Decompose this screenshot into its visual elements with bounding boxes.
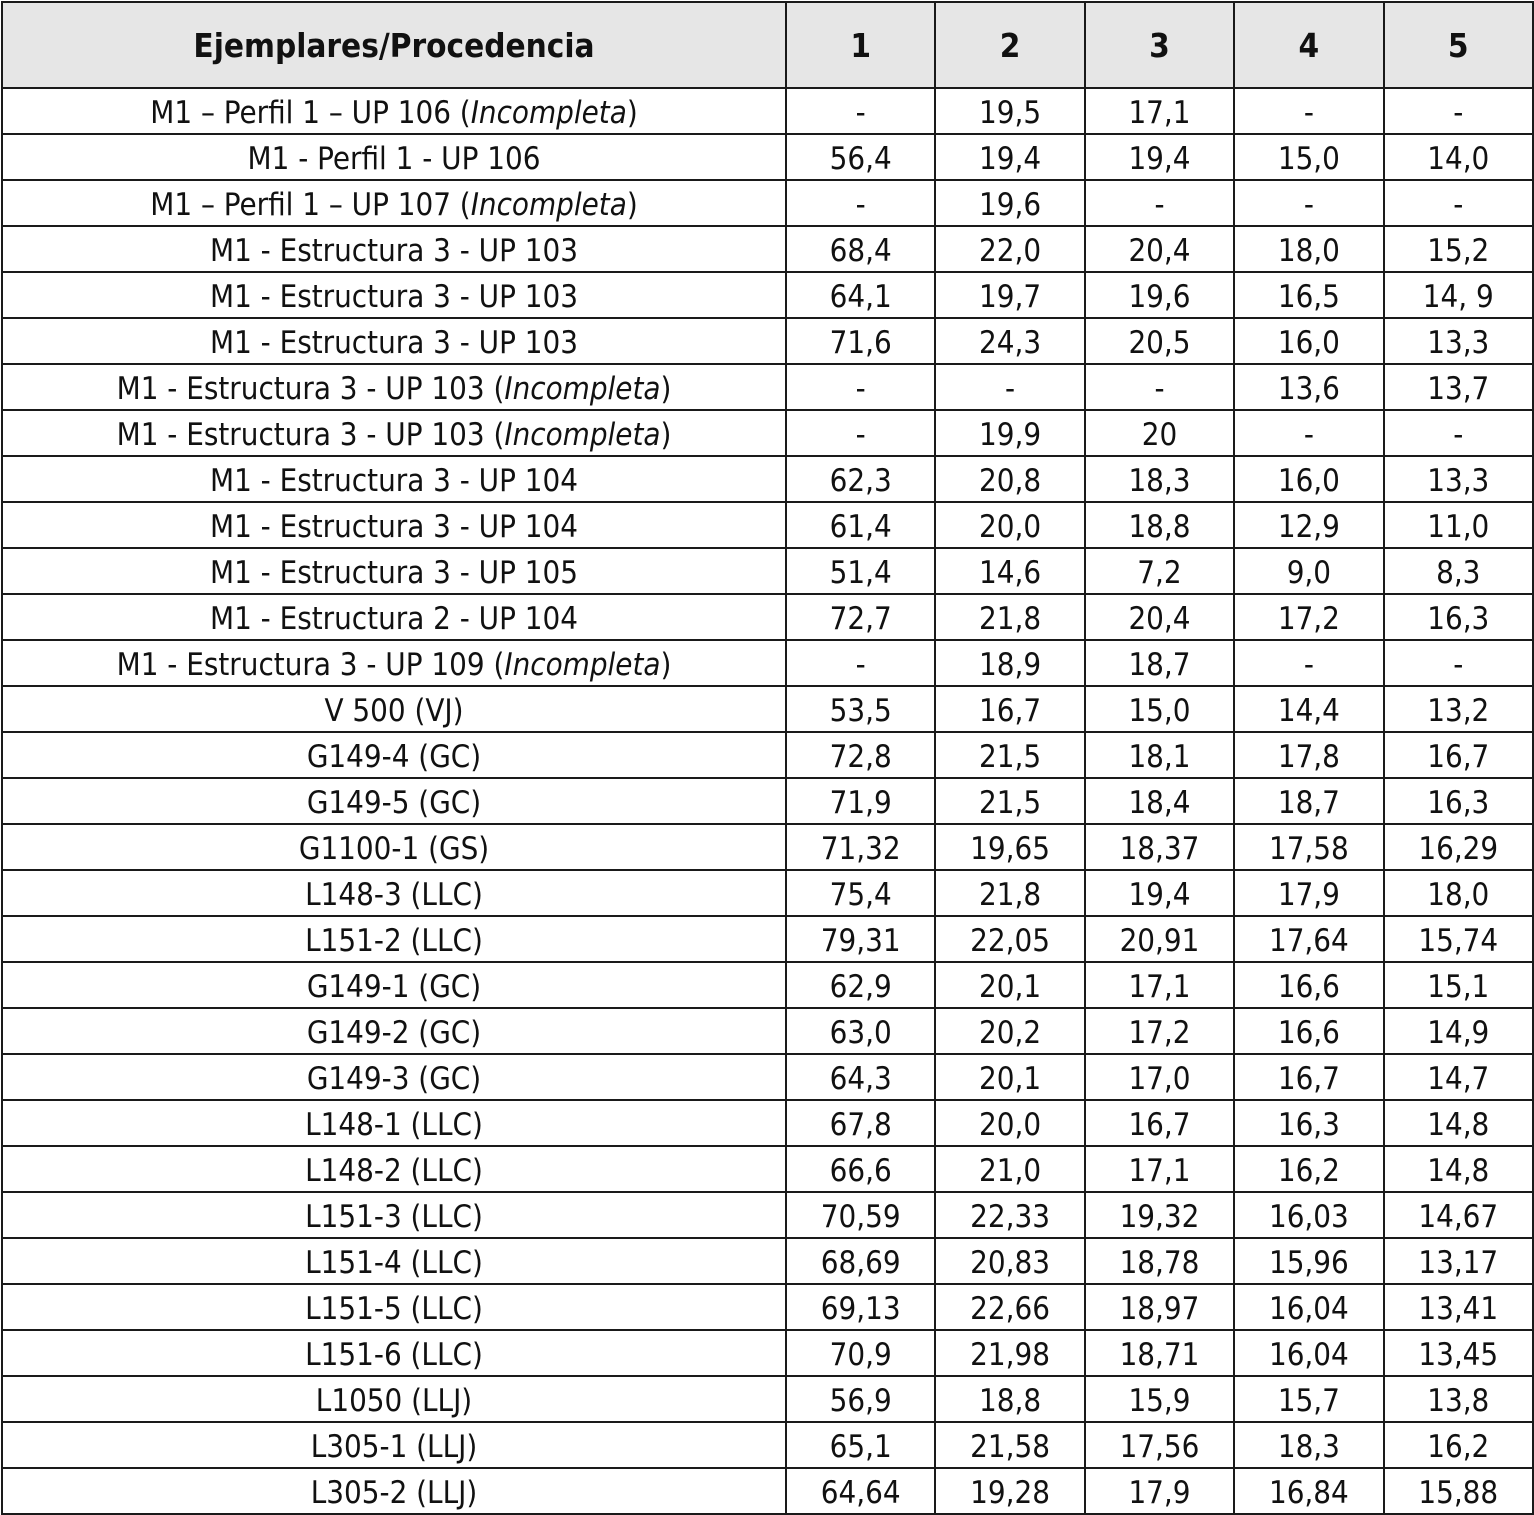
cell-col-1: 56,9 xyxy=(786,1376,935,1422)
cell-col-5: 13,7 xyxy=(1384,364,1533,410)
cell-col-4: - xyxy=(1234,640,1383,686)
table-row xyxy=(2,916,1533,962)
cell-col-2: 21,5 xyxy=(935,778,1084,824)
row-label-text: M1 - Estructura 3 - UP 104 xyxy=(210,509,578,545)
cell-col-2: 19,6 xyxy=(935,180,1084,226)
cell-col-3: 20,91 xyxy=(1085,916,1234,962)
cell-col-2: 21,5 xyxy=(935,732,1084,778)
row-label-text: M1 - Estructura 3 - UP 105 xyxy=(210,555,578,591)
cell-col-5: 14,8 xyxy=(1384,1146,1533,1192)
cell-col-2: 21,98 xyxy=(935,1330,1084,1376)
cell-col-4: 17,9 xyxy=(1234,870,1383,916)
cell-col-4: 17,58 xyxy=(1234,824,1383,870)
cell-col-2: 20,2 xyxy=(935,1008,1084,1054)
cell-col-3: 20,4 xyxy=(1085,594,1234,640)
header-col-4: 4 xyxy=(1234,2,1383,88)
cell-col-1: 64,64 xyxy=(786,1468,935,1514)
table-row xyxy=(2,1192,1533,1238)
cell-col-2: 22,66 xyxy=(935,1284,1084,1330)
cell-col-1: 62,3 xyxy=(786,456,935,502)
table-row xyxy=(2,548,1533,594)
row-label-text: L148-1 (LLC) xyxy=(305,1107,483,1143)
cell-col-1: 65,1 xyxy=(786,1422,935,1468)
row-label xyxy=(2,1100,786,1146)
cell-col-4: 14,4 xyxy=(1234,686,1383,732)
cell-col-4: 15,96 xyxy=(1234,1238,1383,1284)
cell-col-3: 18,4 xyxy=(1085,778,1234,824)
row-label xyxy=(2,686,786,732)
row-label xyxy=(2,548,786,594)
cell-col-4: 18,0 xyxy=(1234,226,1383,272)
table-row xyxy=(2,1008,1533,1054)
cell-col-3: 19,32 xyxy=(1085,1192,1234,1238)
table-row xyxy=(2,318,1533,364)
cell-col-5: - xyxy=(1384,88,1533,134)
row-label-text: V 500 (VJ) xyxy=(324,693,464,729)
cell-col-3: 20 xyxy=(1085,410,1234,456)
cell-col-1: 53,5 xyxy=(786,686,935,732)
cell-col-3: 17,1 xyxy=(1085,1146,1234,1192)
row-label xyxy=(2,364,786,410)
row-label-text: L148-2 (LLC) xyxy=(305,1153,483,1189)
cell-col-5: 16,3 xyxy=(1384,594,1533,640)
table-row xyxy=(2,686,1533,732)
table-row xyxy=(2,1468,1533,1514)
cell-col-4: 18,7 xyxy=(1234,778,1383,824)
header-col-2: 2 xyxy=(935,2,1084,88)
table-body xyxy=(2,88,1533,1514)
row-label-text: L1050 (LLJ) xyxy=(315,1383,473,1419)
cell-col-4: 15,0 xyxy=(1234,134,1383,180)
row-label xyxy=(2,640,786,686)
cell-col-1: 71,6 xyxy=(786,318,935,364)
table-row xyxy=(2,410,1533,456)
cell-col-4: 16,04 xyxy=(1234,1330,1383,1376)
row-label-note: Incompleta xyxy=(504,371,661,407)
table-row xyxy=(2,502,1533,548)
table-row xyxy=(2,732,1533,778)
row-label-text: M1 - Estructura 3 - UP 104 xyxy=(210,463,578,499)
row-label xyxy=(2,962,786,1008)
row-label-note: Incompleta xyxy=(470,187,627,223)
row-label-close: ) xyxy=(660,371,672,407)
cell-col-2: 20,1 xyxy=(935,1054,1084,1100)
cell-col-5: 16,3 xyxy=(1384,778,1533,824)
row-label-text: L151-5 (LLC) xyxy=(305,1291,483,1327)
cell-col-2: 20,8 xyxy=(935,456,1084,502)
table-row xyxy=(2,1376,1533,1422)
row-label xyxy=(2,1146,786,1192)
table-row xyxy=(2,456,1533,502)
cell-col-2: 19,7 xyxy=(935,272,1084,318)
cell-col-1: - xyxy=(786,180,935,226)
cell-col-4: 16,7 xyxy=(1234,1054,1383,1100)
row-label-close: ) xyxy=(626,95,638,131)
cell-col-2: 22,33 xyxy=(935,1192,1084,1238)
row-label xyxy=(2,318,786,364)
table-row xyxy=(2,1284,1533,1330)
cell-col-1: 62,9 xyxy=(786,962,935,1008)
row-label xyxy=(2,870,786,916)
cell-col-2: - xyxy=(935,364,1084,410)
cell-col-2: 16,7 xyxy=(935,686,1084,732)
cell-col-5: 13,45 xyxy=(1384,1330,1533,1376)
cell-col-5: 16,7 xyxy=(1384,732,1533,778)
row-label-text: M1 – Perfil 1 – UP 107 ( xyxy=(150,187,471,223)
table-row xyxy=(2,640,1533,686)
row-label xyxy=(2,732,786,778)
row-label xyxy=(2,180,786,226)
header-specimen-origin: Ejemplares/Procedencia xyxy=(2,2,786,88)
table-row xyxy=(2,1054,1533,1100)
cell-col-3: 15,9 xyxy=(1085,1376,1234,1422)
cell-col-2: 24,3 xyxy=(935,318,1084,364)
cell-col-1: 67,8 xyxy=(786,1100,935,1146)
cell-col-5: 16,29 xyxy=(1384,824,1533,870)
cell-col-3: - xyxy=(1085,364,1234,410)
cell-col-1: 75,4 xyxy=(786,870,935,916)
header-col-5: 5 xyxy=(1384,2,1533,88)
row-label xyxy=(2,1054,786,1100)
cell-col-2: 20,0 xyxy=(935,502,1084,548)
cell-col-5: 13,8 xyxy=(1384,1376,1533,1422)
row-label xyxy=(2,1330,786,1376)
measurements-table-container xyxy=(1,1,1532,1515)
row-label-text: M1 - Estructura 3 - UP 103 xyxy=(210,279,578,315)
cell-col-3: 20,5 xyxy=(1085,318,1234,364)
cell-col-1: 72,7 xyxy=(786,594,935,640)
cell-col-4: 16,84 xyxy=(1234,1468,1383,1514)
cell-col-4: 16,03 xyxy=(1234,1192,1383,1238)
cell-col-4: 9,0 xyxy=(1234,548,1383,594)
row-label xyxy=(2,1008,786,1054)
cell-col-2: 21,8 xyxy=(935,594,1084,640)
cell-col-3: 18,1 xyxy=(1085,732,1234,778)
cell-col-4: 16,0 xyxy=(1234,318,1383,364)
cell-col-4: 16,3 xyxy=(1234,1100,1383,1146)
cell-col-5: 14,9 xyxy=(1384,1008,1533,1054)
cell-col-2: 14,6 xyxy=(935,548,1084,594)
row-label-note: Incompleta xyxy=(504,417,661,453)
cell-col-3: 18,37 xyxy=(1085,824,1234,870)
row-label-text: M1 - Estructura 3 - UP 103 xyxy=(210,233,578,269)
table-row xyxy=(2,364,1533,410)
cell-col-1: 64,1 xyxy=(786,272,935,318)
cell-col-5: 14,67 xyxy=(1384,1192,1533,1238)
cell-col-4: - xyxy=(1234,180,1383,226)
cell-col-4: - xyxy=(1234,88,1383,134)
row-label-text: L305-1 (LLJ) xyxy=(310,1429,478,1465)
row-label-text: L151-3 (LLC) xyxy=(305,1199,483,1235)
cell-col-3: 18,8 xyxy=(1085,502,1234,548)
cell-col-1: 68,4 xyxy=(786,226,935,272)
cell-col-5: 13,3 xyxy=(1384,456,1533,502)
cell-col-4: 16,6 xyxy=(1234,962,1383,1008)
cell-col-1: 56,4 xyxy=(786,134,935,180)
table-row xyxy=(2,1422,1533,1468)
table-row xyxy=(2,1238,1533,1284)
row-label-close: ) xyxy=(660,647,672,683)
cell-col-5: 11,0 xyxy=(1384,502,1533,548)
cell-col-5: 15,88 xyxy=(1384,1468,1533,1514)
row-label xyxy=(2,226,786,272)
row-label-text: G149-5 (GC) xyxy=(306,785,482,821)
row-label-text: L151-2 (LLC) xyxy=(305,923,483,959)
cell-col-1: - xyxy=(786,410,935,456)
row-label xyxy=(2,1422,786,1468)
cell-col-1: 64,3 xyxy=(786,1054,935,1100)
row-label xyxy=(2,272,786,318)
cell-col-2: 20,83 xyxy=(935,1238,1084,1284)
cell-col-3: 7,2 xyxy=(1085,548,1234,594)
cell-col-3: 18,78 xyxy=(1085,1238,1234,1284)
cell-col-3: 19,4 xyxy=(1085,870,1234,916)
header-col-3: 3 xyxy=(1085,2,1234,88)
cell-col-5: 13,3 xyxy=(1384,318,1533,364)
cell-col-5: 18,0 xyxy=(1384,870,1533,916)
cell-col-3: 18,97 xyxy=(1085,1284,1234,1330)
row-label xyxy=(2,1238,786,1284)
cell-col-4: 17,8 xyxy=(1234,732,1383,778)
cell-col-4: 18,3 xyxy=(1234,1422,1383,1468)
row-label-text: M1 - Estructura 3 - UP 109 ( xyxy=(116,647,505,683)
cell-col-4: 16,04 xyxy=(1234,1284,1383,1330)
cell-col-2: 19,4 xyxy=(935,134,1084,180)
table-row xyxy=(2,1146,1533,1192)
cell-col-4: - xyxy=(1234,410,1383,456)
table-row xyxy=(2,134,1533,180)
cell-col-2: 19,9 xyxy=(935,410,1084,456)
cell-col-3: 17,1 xyxy=(1085,962,1234,1008)
cell-col-1: 72,8 xyxy=(786,732,935,778)
cell-col-5: - xyxy=(1384,410,1533,456)
cell-col-5: 16,2 xyxy=(1384,1422,1533,1468)
row-label xyxy=(2,410,786,456)
cell-col-3: 17,2 xyxy=(1085,1008,1234,1054)
table-row xyxy=(2,1330,1533,1376)
cell-col-2: 20,1 xyxy=(935,962,1084,1008)
cell-col-5: 13,41 xyxy=(1384,1284,1533,1330)
cell-col-3: 17,1 xyxy=(1085,88,1234,134)
row-label xyxy=(2,1468,786,1514)
row-label-close: ) xyxy=(626,187,638,223)
cell-col-3: 17,56 xyxy=(1085,1422,1234,1468)
cell-col-5: 14,0 xyxy=(1384,134,1533,180)
row-label-text: M1 - Estructura 2 - UP 104 xyxy=(210,601,578,637)
table-row xyxy=(2,180,1533,226)
table-row xyxy=(2,824,1533,870)
table-row xyxy=(2,1100,1533,1146)
cell-col-5: 14,8 xyxy=(1384,1100,1533,1146)
cell-col-3: 15,0 xyxy=(1085,686,1234,732)
cell-col-1: 68,69 xyxy=(786,1238,935,1284)
row-label-note: Incompleta xyxy=(470,95,627,131)
cell-col-3: 17,0 xyxy=(1085,1054,1234,1100)
row-label xyxy=(2,916,786,962)
row-label-text: G1100-1 (GS) xyxy=(298,831,490,867)
header-row xyxy=(2,2,1533,88)
cell-col-4: 16,5 xyxy=(1234,272,1383,318)
cell-col-1: 61,4 xyxy=(786,502,935,548)
cell-col-4: 12,9 xyxy=(1234,502,1383,548)
cell-col-1: 66,6 xyxy=(786,1146,935,1192)
cell-col-2: 19,5 xyxy=(935,88,1084,134)
table-header xyxy=(2,2,1533,88)
cell-col-3: 19,4 xyxy=(1085,134,1234,180)
cell-col-3: 17,9 xyxy=(1085,1468,1234,1514)
cell-col-4: 15,7 xyxy=(1234,1376,1383,1422)
row-label-text: G149-2 (GC) xyxy=(306,1015,482,1051)
cell-col-3: - xyxy=(1085,180,1234,226)
cell-col-4: 16,6 xyxy=(1234,1008,1383,1054)
cell-col-2: 20,0 xyxy=(935,1100,1084,1146)
cell-col-1: - xyxy=(786,88,935,134)
row-label xyxy=(2,594,786,640)
cell-col-1: 51,4 xyxy=(786,548,935,594)
row-label xyxy=(2,1376,786,1422)
cell-col-5: 15,74 xyxy=(1384,916,1533,962)
cell-col-5: 8,3 xyxy=(1384,548,1533,594)
row-label xyxy=(2,1192,786,1238)
cell-col-1: 69,13 xyxy=(786,1284,935,1330)
cell-col-3: 18,3 xyxy=(1085,456,1234,502)
cell-col-2: 18,9 xyxy=(935,640,1084,686)
cell-col-2: 19,65 xyxy=(935,824,1084,870)
row-label-text: L151-4 (LLC) xyxy=(305,1245,483,1281)
header-col-1: 1 xyxy=(786,2,935,88)
cell-col-5: 14, 9 xyxy=(1384,272,1533,318)
row-label xyxy=(2,134,786,180)
cell-col-1: 71,32 xyxy=(786,824,935,870)
row-label xyxy=(2,824,786,870)
table-row xyxy=(2,962,1533,1008)
row-label-text: M1 - Perfil 1 - UP 106 xyxy=(247,141,541,177)
cell-col-3: 19,6 xyxy=(1085,272,1234,318)
cell-col-3: 20,4 xyxy=(1085,226,1234,272)
cell-col-2: 22,05 xyxy=(935,916,1084,962)
cell-col-4: 17,2 xyxy=(1234,594,1383,640)
cell-col-5: 13,17 xyxy=(1384,1238,1533,1284)
cell-col-4: 17,64 xyxy=(1234,916,1383,962)
cell-col-3: 18,7 xyxy=(1085,640,1234,686)
cell-col-2: 18,8 xyxy=(935,1376,1084,1422)
cell-col-2: 21,8 xyxy=(935,870,1084,916)
row-label-text: L151-6 (LLC) xyxy=(305,1337,483,1373)
row-label xyxy=(2,456,786,502)
cell-col-1: - xyxy=(786,364,935,410)
row-label-text: G149-3 (GC) xyxy=(306,1061,482,1097)
table-row xyxy=(2,778,1533,824)
measurements-table xyxy=(1,1,1534,1515)
cell-col-1: 70,9 xyxy=(786,1330,935,1376)
row-label xyxy=(2,778,786,824)
cell-col-4: 16,0 xyxy=(1234,456,1383,502)
cell-col-2: 19,28 xyxy=(935,1468,1084,1514)
cell-col-2: 21,0 xyxy=(935,1146,1084,1192)
table-row xyxy=(2,88,1533,134)
row-label-text: G149-4 (GC) xyxy=(306,739,482,775)
row-label xyxy=(2,502,786,548)
cell-col-2: 21,58 xyxy=(935,1422,1084,1468)
cell-col-1: 70,59 xyxy=(786,1192,935,1238)
cell-col-1: - xyxy=(786,640,935,686)
cell-col-4: 16,2 xyxy=(1234,1146,1383,1192)
cell-col-3: 18,71 xyxy=(1085,1330,1234,1376)
table-row xyxy=(2,272,1533,318)
row-label-text: L148-3 (LLC) xyxy=(305,877,483,913)
row-label-text: M1 - Estructura 3 - UP 103 xyxy=(210,325,578,361)
row-label xyxy=(2,1284,786,1330)
cell-col-5: 15,2 xyxy=(1384,226,1533,272)
row-label-close: ) xyxy=(660,417,672,453)
row-label xyxy=(2,88,786,134)
cell-col-3: 16,7 xyxy=(1085,1100,1234,1146)
cell-col-5: 15,1 xyxy=(1384,962,1533,1008)
cell-col-5: - xyxy=(1384,180,1533,226)
cell-col-2: 22,0 xyxy=(935,226,1084,272)
row-label-text: M1 - Estructura 3 - UP 103 ( xyxy=(116,371,505,407)
cell-col-1: 79,31 xyxy=(786,916,935,962)
table-row xyxy=(2,870,1533,916)
table-row xyxy=(2,226,1533,272)
row-label-text: G149-1 (GC) xyxy=(306,969,482,1005)
table-row xyxy=(2,594,1533,640)
cell-col-5: - xyxy=(1384,640,1533,686)
row-label-text: M1 – Perfil 1 – UP 106 ( xyxy=(150,95,471,131)
cell-col-4: 13,6 xyxy=(1234,364,1383,410)
row-label-text: L305-2 (LLJ) xyxy=(310,1475,478,1511)
row-label-note: Incompleta xyxy=(504,647,661,683)
cell-col-5: 14,7 xyxy=(1384,1054,1533,1100)
row-label-text: M1 - Estructura 3 - UP 103 ( xyxy=(116,417,505,453)
cell-col-5: 13,2 xyxy=(1384,686,1533,732)
cell-col-1: 63,0 xyxy=(786,1008,935,1054)
cell-col-1: 71,9 xyxy=(786,778,935,824)
